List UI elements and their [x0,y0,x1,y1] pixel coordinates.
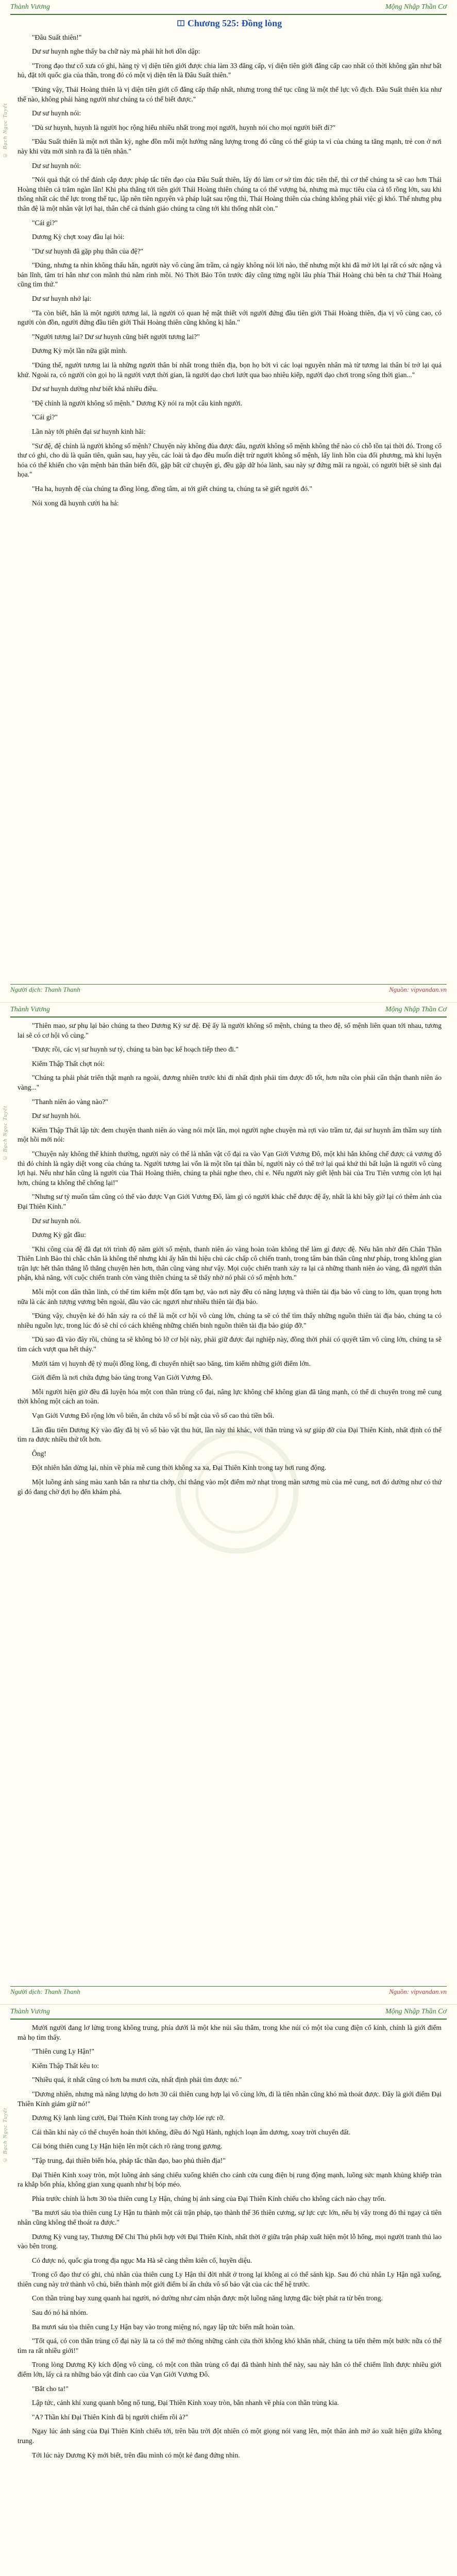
header-author: Thành Vương [10,3,50,11]
paragraph: Dư sư huynh nghe thấy ba chữ này mà phải hít hơi dồn dập: [32,47,200,56]
paragraph: Dương Kỳ chợt xoay đầu lại hỏi: [32,233,125,241]
header-book-title: Mộng Nhập Thần Cơ [385,2008,447,2015]
footer-translator: Người dịch: Thanh Thanh [10,986,80,993]
paragraph: "Được rồi, các vị sư huynh sư tỷ, chúng ta bàn bạc kế hoạch tiếp theo đi." [32,1045,239,1054]
paragraph: Ngay lúc ánh sáng của Đại Thiên Kính chiếu tới, trên bầu trời đột nhiên có một giọng nói vang lên, một thân ảnh mờ ảo xuất hiện giữa không trung. [18,2427,442,2445]
page-footer [10,1988,447,1999]
paragraph: "Đúng, nhưng ta nhìn không thấu hắn, người này vô cùng âm trầm, cả ngày không nói lời nào, thế nhưng một khi đã mở lời lại rất có sức nặng và bản lĩnh, tâm trí hắn như con mãnh thú nằm rình mồi. Nó Thời Bảo Tôn trước đây cũng từng ngồi lâu phía Thái Hoàng chủ bên ta chứ Thái Hoàng cũng tìm thứ." [18,261,442,289]
paragraph: Ông! [32,1449,46,1458]
paragraph-list [18,1021,442,1497]
footer-source: Nguồn: vipvandan.vn [389,986,447,993]
paragraph: Giới điểm là nơi chứa đựng bảo tàng trong Vạn Giới Vương Đô. [32,1374,213,1382]
page-content [18,1021,442,1501]
paragraph: Tới lúc này Dương Kỳ mới biết, trên đầu mình có một kẻ đang đứng nhìn. [32,2451,240,2459]
paragraph: "Ba mươi sáu tòa thiên cung Ly Hận tu thành một cái trận pháp, tạo thành thế 36 thiên cương, sự lực cực lớn, nếu bị vây trong đó thì ngay cả tiên nhân cũng không thể thoát ra được." [18,2209,442,2226]
header-rule [10,2019,447,2020]
footer-translator: Người dịch: Thanh Thanh [10,1988,80,1995]
paragraph: Mỗi người hiện giờ đều đã luyện hóa một con thần trùng cổ đại, nâng lực không chế không gian đã tăng mạnh, có thể di chuyển trong mê cung thời không một cách an toàn. [18,1387,442,1405]
paragraph: Dương Kỳ lạnh lùng cười, Đại Thiên Kính trong tay chớp lóe rực rỡ. [32,2114,225,2122]
header-rule [10,1016,447,1018]
side-watermark: © Bạch Ngọc Tuyết [2,2108,8,2163]
paragraph: Một luồng ánh sáng màu xanh bắn ra như tia chớp, chỉ thẳng vào một điểm mờ nhạt trong màn sương mù của mê cung, nơi đó dường như có thứ gì đó đang chờ đợi họ đến khám phá. [18,1478,442,1496]
paragraph: Kiếm Thập Thất lập tức đem chuyện thanh niên áo vàng nói một lần, mọi người nghe chuyện mà rợi vào trầm tư, đại sư huynh âm thầm suy tính một hồi mới nói: [18,1126,442,1144]
paragraph: Dư sư huynh nhớ lại: [32,295,92,303]
paragraph: "Trong đạo thư cổ xưa có ghi, hàng tỷ vị diện tiên giới được chia làm 33 đẳng cấp, vị diện tiên giới đẳng cấp cao nhất có thời không gần như bất hủ, đặt tới quốc gia của thần, trong đó có một vị diện tên là Đâu Suất thiên." [18,61,442,79]
paragraph: Mười người đang lơ lửng trong không trung, phía dưới là một khe núi sâu thẳm, trong khe núi có một tòa cung điện cổ kính, chính là giới điểm mà họ tìm thấy. [18,2024,442,2041]
paragraph: "Thiên cung Ly Hận!" [32,2047,94,2056]
page-3 [0,2004,457,2576]
paragraph: "Nhưng sư tỷ muốn tâm cũng có thể vào được Vạn Giới Vương Đô, làm gì có người khác chế được đệ ấy, nhất là khi bây giờ lại có thêm ảnh của Đại Thiên Kính." [18,1193,442,1210]
paragraph: Có được nó, quốc gia trong địa ngục Ma Hà sẽ càng thêm kiên cố, huyền diệu. [32,2256,252,2264]
paragraph: Phía trước chính là hơn 30 tòa thiên cung Ly Hận, chúng bị ánh sáng của Đại Thiên Kính chiếu cho không cách nào chạy trốn. [32,2194,386,2202]
paragraph: Cái bóng thiên cung Ly Hận hiện lên một cách rõ ràng trong gương. [32,2142,223,2150]
paragraph: Mười tám vị huynh đệ tỷ muội đồng lòng, đi chuyến nhiệt sao băng, tìm kiếm những giới điểm lớn. [32,1359,311,1367]
paragraph: Trong lòng Dương Kỳ kích động vô cùng, có một con thần trùng cổ đại đã thành hình thế này, sau này hắn có thể chiếm lĩnh được nhiều giới điểm lớn, lấy cả ra những bảo vật đỉnh cao của Vạn Giới Vương Đô. [18,2361,442,2379]
page-footer [10,986,447,997]
paragraph: Đột nhiên hắn dừng lại, nhìn về phía mê cung thời không xa xa, Đại Thiên Kính trong tay hơi rung động. [32,1464,327,1472]
paragraph: Đại Thiên Kính xoay tròn, một luồng ánh sáng chiếu xuống khiến cho cánh cửa cung điện bị rung động mạnh, luồng sức mạnh khủng khiếp tràn ra khắp bốn phía, không gian xung quanh như bị bóp méo. [18,2171,442,2189]
paragraph: "Ta còn biết, hắn là một người tương lai, là người có quan hệ mật thiết với người đứng đầu tiên giới Thái Hoàng thiên, địa vị vô cùng cao, có người còn đồn, người đứng đầu tiên giới Thái Hoàng thiên cũng không kị hắn." [18,309,442,327]
paragraph: Lần đầu tiên Dương Kỳ vào đây đã bị vô số bảo vật thu hút, lần này thì khác, với thần trùng và sự giúp đỡ của Đại Thiên Kính, nhất định có thể tìm ra được nhiều thứ tốt hơn. [18,1426,442,1444]
paragraph-list [18,33,442,509]
paragraph: Vạn Giới Vương Đô rộng lớn vô biên, ẩn chứa vô số bí mật của vô số cao thủ tiền bối. [32,1412,275,1419]
paragraph: "Đệ chính là người không số mệnh." Dương Kỳ nói ra một câu kinh người. [32,399,243,407]
paragraph: Mỗi một con dân thần linh, có thể tìm kiếm một đốn tạm bợ, vào nơi này đều có năng lượng và thiên tài địa bảo vô cùng to lớn, quan trọng hơn nữa là các ảnh tượng vương bên ngoài, đầu vào các ngươi như nhiều thiên tài địa bảo. [18,1288,442,1306]
page-header [10,3,447,14]
footer-rule [10,1986,447,1987]
paragraph: "A? Thần khí Đại Thiên Kính đã bị người chiếm rồi à?" [32,2413,189,2421]
paragraph: "Đâu Suất thiên!" [32,33,82,41]
header-author: Thành Vương [10,2008,50,2015]
paragraph: "Dù sao đã vào đây rồi, chúng ta sẽ không bỏ lỡ cơ hội này, phải giữ được đại nghiệp này, đồng thời phải có quyết tâm vô cùng lớn, chúng ta sẽ tìm cách vượt qua hết thảy." [18,1335,442,1353]
paragraph: "Nói quả thật có thể đánh cắp được pháp tắc tiên đạo của Đâu Suất thiên, lấy đó làm cơ sở tìm đúc tiên thể, thì cơ thể chúng ta sẽ cao hơn Thái Hoàng thiên cả trăm ngàn lần! Khi pha thẳng tới tiên giới Thái Hoàng thiên chúng ta có thể vượng bá, nhưng mà mục tiêu của cả tổ rồng lớn, sau khi thông nhất các thế lực trong thế tục, lập nên tiên nguyên và pháp luật sau rộng thì, Thái Hoàng thiên của chúng không phải việc gì khó. Thế nhưng phụ thân đệ là một nhân vật lợi hại, thân chế cả thánh giáo chúng ta cũng tới khi thống nhất còn." [18,176,442,212]
paragraph: Dương Kỳ một lần nữa giật mình. [32,347,127,355]
paragraph: "Đúng vậy, Thái Hoàng thiên là vị diện tiên giới cổ đẳng cấp thấp nhất, nhưng trong thế tục cũng là một thế lực vô địch. Đâu Suất thiên kia như thế nào, không phải hàng người như chúng ta có thể biết được." [18,85,442,103]
paragraph: Nói xong đã huynh cười ha hả: [32,499,119,507]
paragraph: "Bắt cho ta!" [32,2384,69,2393]
footer-source: Nguồn: vipvandan.vn [389,1988,447,1995]
paragraph: "Nhiều quá, ít nhất cũng có hơn ba mươi cửa, nhất định phải tìm được nó." [32,2076,242,2084]
paragraph: Con thần trùng bay xung quanh hai người, nó dường như cảm nhận được một luồng năng lượng đặc biệt phát ra từ bên trong. [32,2294,383,2302]
chapter-title-text: Chương 525: Đồng lòng [187,18,282,28]
header-book-title: Mộng Nhập Thần Cơ [385,1006,447,1013]
paragraph: "Dư sư huynh đã gặp phụ thân của đệ?" [32,247,144,255]
page-content [18,2023,442,2465]
paragraph: "Dù sư huynh, huynh là người học rộng hiểu nhiều nhất trong mọi người, huynh nói cho mọi người biết đi?" [32,123,336,131]
book-icon [177,20,184,27]
paragraph: Lần này tới phiên đại sư huynh kinh hãi: [32,428,146,435]
paragraph: Dư sư huynh nói. [32,1216,81,1225]
page-2 [0,1002,457,2004]
paragraph: Kiếm Thập Thất kêu to: [32,2061,99,2070]
paragraph: Dư sư huynh nói: [32,109,81,117]
paragraph: "Đúng thế, người tương lai là những người thân bí nhất trong thiên địa, bọn họ bởi vì các loại nguyên nhân mà từ tương lai thân bí trở lại quá khứ. Ngoài ra, có người còn gọi họ là người vượt thời gian, là người dạo chơi lướt qua bao nhiêu kiếp, người dạo chơi trong sông thời gian..." [18,361,442,379]
paragraph: Ba mươi sáu tòa thiên cung Ly Hận bay vào trong miệng nó, ngay lập tức biến mất hoàn toàn. [32,2323,295,2331]
side-watermark: © Bạch Ngọc Tuyết [2,103,8,158]
paragraph: Sau đó nó hả nhóm. [32,2309,88,2317]
header-book-title: Mộng Nhập Thần Cơ [385,3,447,11]
paragraph: "Tập trung, đại thiên biến hóa, pháp tắc thần đạo, bao phủ thiên địa!" [32,2156,226,2164]
paragraph: Dư sư huynh hỏi. [32,1112,81,1120]
paragraph: Dương Kỳ vung tay, Thương Đế Chi Thủ phối hợp với Đại Thiên Kính, nhất thời ở giữa trận pháp xuất hiện một lỗ hổng, mọi người tranh thủ lao vào bên trong. [18,2232,442,2250]
page-header [10,2008,447,2019]
paragraph: Kiếm Thập Thất chợt nói: [32,1059,105,1067]
paragraph: "Người tương lai? Dư sư huynh cũng biết người tương lai?" [32,332,200,341]
paragraph: "Thanh niên áo vàng nào?" [32,1097,108,1106]
paragraph: Lập tức, cảnh khí xung quanh bỗng nổ tung, Đại Thiên Kính xoay tròn, bắn nhanh về phía con thần trùng kia. [32,2399,339,2407]
paragraph: "Ha ha, huynh đệ của chúng ta đồng lòng, đồng tâm, ai tới giết chúng ta, chúng ta sẽ giết người đó." [32,484,313,493]
paragraph: "Tốt quá, có con thần trùng cổ đại này là ta có thể mở thông những cánh cửa thời không khó khăn nhất, chúng ta tiến thêm một bước nữa có thể tìm ra rất nhiều giới!" [18,2337,442,2354]
paragraph: Dương Kỳ gật đầu: [32,1231,86,1239]
page-header [10,1006,447,1017]
paragraph-list [18,2023,442,2460]
paragraph: "Chuyện này không thể khinh thường, người này có thể là nhân vật cổ đại ra vào Vạn Giới Vương Đô, một khi hắn không chế được cả vương đô thì đó chính là ngày diệt vong của chúng ta. Người tương lai vốn là một tồn tại thần bí, người này có thể trở lại quá khứ thì bất luận là người vô cùng lợi hại. Nếu như hắn cũng là người của Thái Hoàng thiên, chúng ta phải nghe theo, chỉ e. Nếu người này giết lệnh bài của Tru Tiên vương còn lợi hại hơn, chúng ta không thể chống lại!" [18,1149,442,1187]
paragraph: "Cái gì?" [32,413,58,421]
paragraph: "Đâu Suất thiên là một nơi thần kỳ, nghe đồn mỗi một hướng năng lượng trong đó cũng có thể giúp ta vì của chúng ta tăng mạnh, trẻ con ở nơi này khi vừa mới sinh ra đã là tiên nhân." [18,138,442,155]
chapter-title [18,19,442,28]
paragraph: "Khi công của đệ đã đạt tới trình độ năm giới số mệnh, thanh niên áo vàng hoàn toàn không thể làm gì được đệ. Nếu hắn nhờ đến Chân Thần Thiên Linh Bảo thì chắc chắn là không thể nhưng khi ấy hắn thì hiệu chủ các chấp cô chiến tranh, trong tâm bản thân cũng như pháp, trong không gian trận lực hết thân thẳng lỗ thẳng chuyện hèn hơn, thân cũng vàng như vậy. Mọi cuộc chiến tranh xảy ra lại cả những thanh niên áo vàng, đã người thân phận, khả năng, với cuộc chiến tranh còn vàng thiên chúng ta sẽ thấy nhờ nó phải có số mệnh hơn." [18,1245,442,1282]
paragraph: "Cái gì?" [32,218,58,227]
paragraph: "Sư đệ, đệ chính là người không số mệnh? Chuyện này không đùa được đâu, người không số mệnh không thể nào có chỗ tồn tại thời đó. Trong cổ thư có ghi, cho dù là quân tiên, quân sau, hay yêu, các loài tà đạo đều muốn diệt trừ người không số mệnh, lấy linh hồn của đối phương, mà khi luyện hóa có thể khiến cho vận mệnh bản thân biến đổi, gặp bất cứ chuyện gì, đều gặp dữ hóa lành, sau này sự đứng mãi ra ngoài, có người biết sẽ sinh đại họa." [18,442,442,479]
paragraph: "Đúng vậy, chuyện kẻ đó hắn xảy ra có thể là một cơ hội vô cùng lớn, chúng ta sẽ có thể tìm thấy những nguồn thiên tài địa bảo, chúng ta có nhiều nguồn lực, trong lúc đó sẽ chỉ có cách khiêng những chiến binh nguồn thiên tài địa bảo giúp đỡ." [18,1312,442,1329]
paragraph: Dư sư huynh nói: [32,161,81,170]
paragraph: Cái thần khí này có thể chuyển hoán thời không, điều đó Ngũ Hành, nghịch loạn âm dương, xoay trời chuyển đất. [32,2128,351,2136]
paragraph: "Thiên mao, sư phụ lại bảo chúng ta theo Dương Kỳ sư đệ. Đệ ấy là người không số mệnh, chúng ta theo đệ, số mệnh liên quan tới nhau, tương lai sẽ có cơ hội vô cùng." [18,1022,442,1039]
footer-rule [10,984,447,985]
paragraph: "Dương nhiên, nhưng mà năng lượng do hơn 30 cái thiên cung hợp lại vô cùng lớn, đi là tiên nhân cũng khó mà thoát được. Đây là giới điểm Đại Thiên Kính giám giữ nó!" [18,2090,442,2108]
paragraph: "Chúng ta phải phát triển thật mạnh ra ngoài, đương nhiên trước khi đi nhất định phải tìm được đồ tốt, hơn nữa còn phải cẩn thận thanh niên áo vàng..." [18,1074,442,1091]
side-watermark: © Bạch Ngọc Tuyết [2,1106,8,1161]
page-1 [0,0,457,1002]
paragraph: Dư sư huynh dường như biết khá nhiều điều. [32,385,158,393]
page-content [18,19,442,513]
header-author: Thành Vương [10,1006,50,1013]
header-rule [10,14,447,15]
paragraph: Trong cổ đạo thư có ghi, chủ nhân của thiên cung Ly Hận thì đời nhất ở trong lại không ai có thể sánh kịp. Sau đó chủ nhân Ly Hận ngã xuống, thiên cung này trở thành vô chủ, biến thành một giới điểm bí ẩn chứa vô số bảo vật của các thế hệ trước. [18,2270,442,2288]
